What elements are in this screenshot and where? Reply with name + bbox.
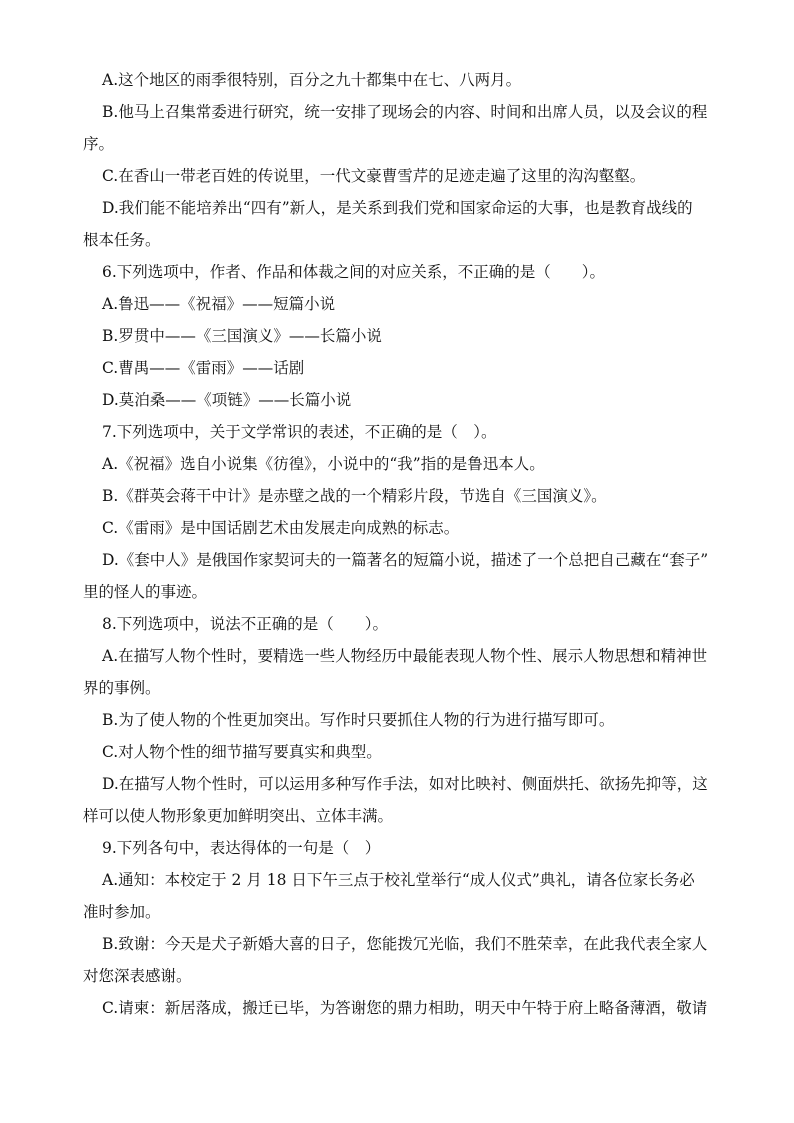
q6-stem: 6.下列选项中，作者、作品和体裁之间的对应关系，不正确的是（ ）。 <box>102 263 606 281</box>
q5-option-b-cont: 序。 <box>83 135 115 153</box>
q9-option-a-cont: 准时参加。 <box>83 903 161 921</box>
q5-option-a: A.这个地区的雨季很特别，百分之九十都集中在七、八两月。 <box>102 71 522 89</box>
q8-stem: 8.下列选项中，说法不正确的是（ ）。 <box>102 615 389 633</box>
q5-option-d-cont: 根本任务。 <box>83 231 161 249</box>
q6-option-a: A.鲁迅——《祝福》——短篇小说 <box>102 295 336 313</box>
q7-option-c: C.《雷雨》是中国话剧艺术由发展走向成熟的标志。 <box>102 519 460 537</box>
q5-option-d: D.我们能不能培养出“四有”新人，是关系到我们党和国家命运的大事，也是教育战线的 <box>102 199 693 217</box>
q7-option-d-cont: 里的怪人的事迹。 <box>83 583 208 601</box>
q8-option-c: C.对人物个性的细节描写要真实和典型。 <box>102 743 382 761</box>
q8-option-a-cont: 界的事例。 <box>83 679 161 697</box>
q8-option-b: B.为了使人物的个性更加突出。写作时只要抓住人物的行为进行描写即可。 <box>102 711 615 729</box>
q6-option-c: C.曹禺——《雷雨》——话剧 <box>102 359 305 377</box>
q8-option-a: A.在描写人物个性时，要精选一些人物经历中最能表现人物个性、展示人物思想和精神世 <box>102 647 708 665</box>
q7-option-a: A.《祝福》选自小说集《彷徨》，小说中的“我”指的是鲁迅本人。 <box>102 455 545 473</box>
q5-option-c: C.在香山一带老百姓的传说里，一代文豪曹雪芹的足迹走遍了这里的沟沟壑壑。 <box>102 167 646 185</box>
q7-option-b: B.《群英会蒋干中计》是赤壁之战的一个精彩片段，节选自《三国演义》。 <box>102 487 607 505</box>
q7-stem: 7.下列选项中，关于文学常识的表述，不正确的是（ ）。 <box>102 423 497 441</box>
q8-option-d: D.在描写人物个性时，可以运用多种写作手法，如对比映衬、侧面烘托、欲扬先抑等，这 <box>102 775 708 793</box>
q9-option-c: C.请柬：新居落成，搬迁已毕，为答谢您的鼎力相助，明天中午特于府上略备薄酒，敬请 <box>102 999 708 1017</box>
q9-option-b-cont: 对您深表感谢。 <box>83 967 192 985</box>
q6-option-b: B.罗贯中——《三国演义》——长篇小说 <box>102 327 382 345</box>
q9-stem: 9.下列各句中，表达得体的一句是（ ） <box>102 839 381 857</box>
document-page <box>83 64 722 1024</box>
q5-option-b: B.他马上召集常委进行研究，统一安排了现场会的内容、时间和出席人员，以及会议的程 <box>102 103 708 121</box>
q6-option-d: D.莫泊桑——《项链》——长篇小说 <box>102 391 352 409</box>
q7-option-d: D.《套中人》是俄国作家契诃夫的一篇著名的短篇小说，描述了一个总把自己藏在“套子” <box>102 551 709 569</box>
q8-option-d-cont: 样可以使人物形象更加鲜明突出、立体丰满。 <box>83 807 394 825</box>
q9-option-a: A.通知：本校定于 2 月 18 日下午三点于校礼堂举行“成人仪式”典礼，请各位家长务必 <box>102 871 695 889</box>
q9-option-b: B.致谢：今天是犬子新婚大喜的日子，您能拨冗光临，我们不胜荣幸，在此我代表全家人 <box>102 935 708 953</box>
